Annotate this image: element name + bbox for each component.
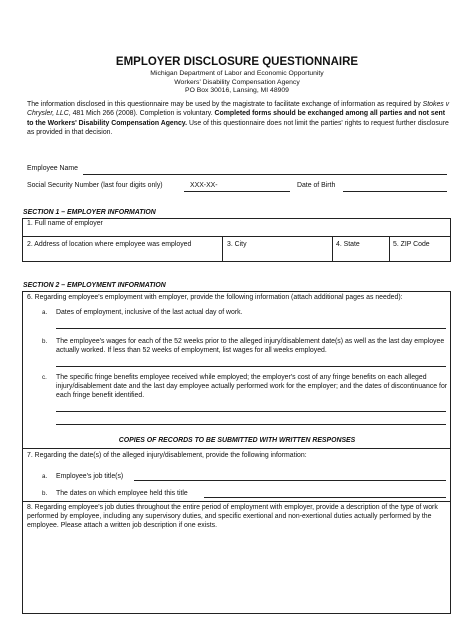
question-6c: The specific fringe benefits employee received while employed; the employer's cost of any fringe benefits on each alleged injury/disablement date and the last day employee actually performed work for the employer; and the dates of discontinuance for each fringe benefit identified. (56, 374, 448, 400)
question-6b: The employee's wages for each of the 52 weeks prior to the alleged injury/disablement date(s) as well as the last day employee actually worked. If less than 52 weeks of employment, list wages for all weeks employed. (56, 338, 445, 355)
section-2-heading: SECTION 2 – EMPLOYMENT INFORMATION (23, 282, 166, 289)
employer-table-col-divider-2 (332, 236, 333, 262)
q6c-letter: c. (42, 374, 47, 381)
ssn-field[interactable] (184, 191, 290, 192)
copies-heading: COPIES OF RECORDS TO BE SUBMITTED WITH WRITTEN RESPONSES (118, 437, 356, 444)
employer-table-divider (22, 236, 451, 237)
q7b-answer-line[interactable] (204, 497, 446, 498)
question-7a: Employee's job title(s) (56, 473, 124, 480)
employer-table-col-divider-3 (389, 236, 390, 262)
question-7b: The dates on which employee held this title (56, 490, 188, 497)
section-1-heading: SECTION 1 – EMPLOYER INFORMATION (23, 209, 156, 216)
ssn-value: XXX-XX- (190, 182, 218, 189)
intro-paragraph (27, 100, 451, 138)
employer-table-col-divider-1 (222, 236, 223, 262)
dob-field[interactable] (343, 191, 447, 192)
q8-answer-area[interactable] (22, 533, 451, 613)
question-8: 8. Regarding employee's job duties throughout the entire period of employment with employer, provide a description of the type of work performed by employee, including any supervisory duties, and specific exertional and non-exertional duties actually performed by the employee. Please attach a written job description if one exists. (27, 504, 438, 530)
employer-address-label: 2. Address of location where employee was employed (27, 241, 192, 248)
q7b-letter: b. (42, 490, 48, 497)
q7a-answer-line[interactable] (134, 480, 446, 481)
agency-name: Workers' Disability Compensation Agency (174, 78, 300, 86)
employee-name-field[interactable] (83, 174, 447, 175)
intro-text-2: , 481 Mich 266 (2008). Completion is voluntary. (68, 110, 215, 118)
ssn-label: Social Security Number (last four digits only) (27, 182, 163, 189)
intro-text-1: The information disclosed in this questionnaire may be used by the magistrate to facilitate exchange of information as required by (27, 101, 423, 108)
q8-divider (22, 501, 451, 502)
q6a-answer-line[interactable] (56, 328, 446, 329)
employer-full-name-label: 1. Full name of employer (27, 220, 103, 227)
q7-divider (22, 448, 451, 449)
intro-text-3: Use of this questionnaire does not limit the parties' rights to request further disclosure as provided in that decision. (27, 119, 449, 137)
agency-department: Michigan Department of Labor and Economic Opportunity (150, 70, 324, 77)
q7a-letter: a. (42, 473, 48, 480)
employer-zip-label: 5. ZIP Code (393, 241, 430, 248)
intro-case-name: Stokes v Chrysler, LLC (27, 101, 450, 118)
q6b-letter: b. (42, 338, 48, 345)
employer-state-label: 4. State (336, 241, 360, 248)
agency-address: PO Box 30016, Lansing, MI 48909 (185, 87, 289, 94)
q6c-answer-line-1[interactable] (56, 411, 446, 412)
question-6a: Dates of employment, inclusive of the last actual day of work. (56, 309, 243, 316)
intro-bold-notice: Completed forms should be exchanged among all parties and not sent to the Workers' Disability Compensation Agency. (27, 110, 446, 127)
dob-label: Date of Birth (297, 182, 336, 189)
question-7: 7. Regarding the date(s) of the alleged injury/disablement, provide the following information: (27, 452, 307, 459)
employer-city-label: 3. City (227, 241, 247, 248)
q6b-answer-line[interactable] (56, 366, 446, 367)
q6c-answer-line-2[interactable] (56, 424, 446, 425)
question-6: 6. Regarding employee's employment with employer, provide the following information (attach additional pages as needed): (27, 294, 403, 301)
q6a-letter: a. (42, 309, 48, 316)
form-title: EMPLOYER DISCLOSURE QUESTIONNAIRE (115, 56, 359, 68)
employee-name-label: Employee Name (27, 165, 78, 172)
